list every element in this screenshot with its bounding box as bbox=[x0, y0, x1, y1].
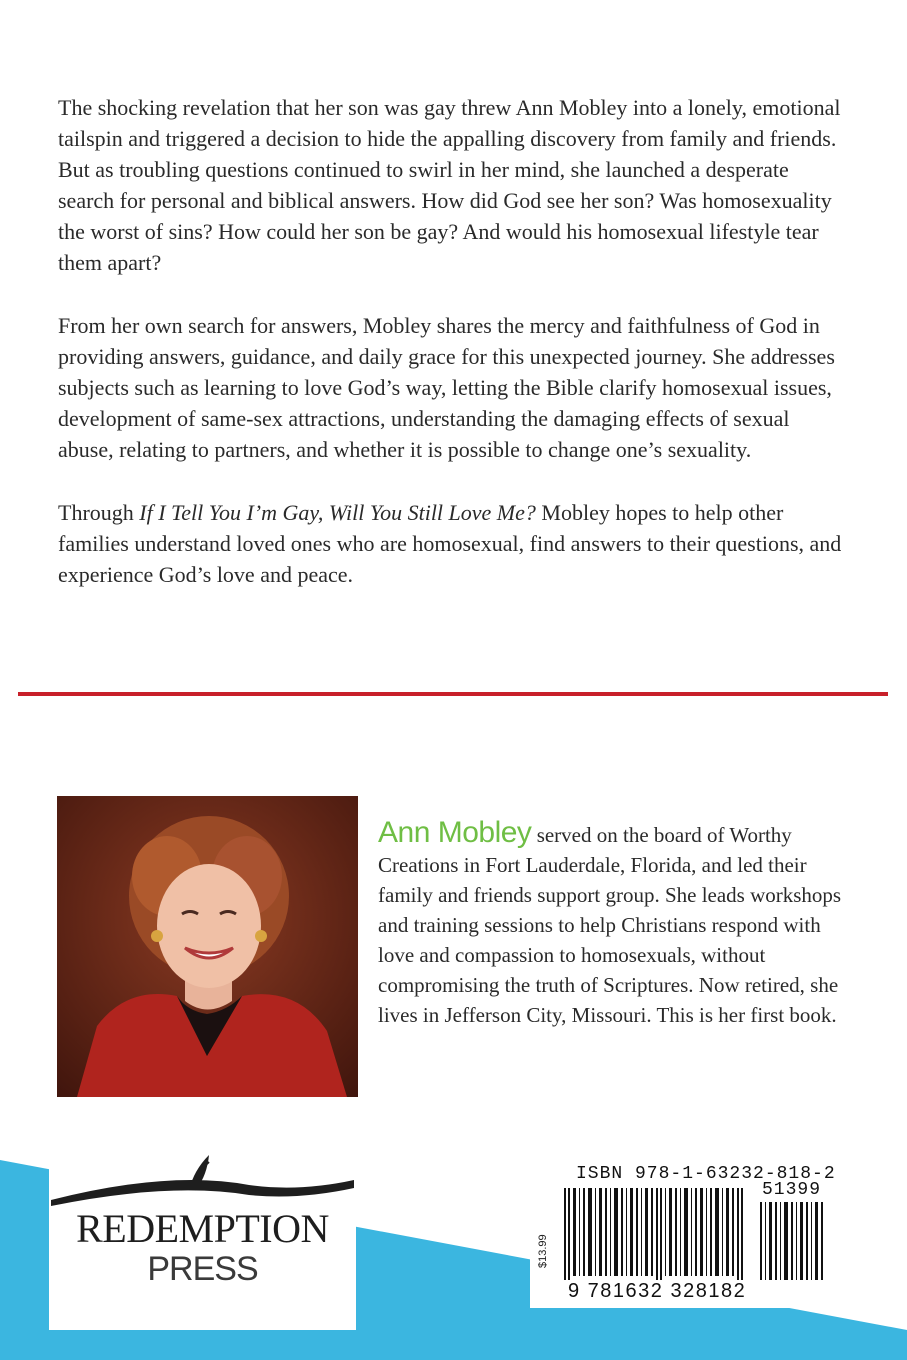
publisher-name: REDEMPTION bbox=[76, 1206, 329, 1251]
blurb-paragraph-2: From her own search for answers, Mobley shares the mercy and faithfulness of God in providing answers, guidance, and daily grace for this unexpected journey. She addresses subjects such as learning to love God’s way, letting the Bible clarify homosexual issues, development of same-sex attractions, understanding the damaging effects of sexual abuse, relating to partners, and whether it is possible to change one’s sexuality. bbox=[58, 313, 835, 462]
blurb-paragraph-3 bbox=[58, 497, 848, 590]
author-name: Ann Mobley bbox=[378, 816, 532, 849]
isbn-barcode bbox=[530, 1158, 840, 1308]
leaf-swoosh-icon bbox=[49, 1150, 356, 1210]
isbn-label: ISBN 978-1-63232-818-2 bbox=[576, 1164, 836, 1184]
back-cover-blurb bbox=[58, 92, 848, 622]
publisher-logo bbox=[49, 1150, 356, 1330]
author-bio bbox=[378, 818, 848, 1030]
barcode-bars bbox=[560, 1188, 830, 1288]
book-title: If I Tell You I’m Gay, Will You Still Love Me? bbox=[139, 500, 536, 525]
blurb-paragraph-1: The shocking revelation that her son was gay threw Ann Mobley into a lonely, emotional tailspin and triggered a decision to hide the appalling discovery from family and friends. But as troubling questions continued to swirl in her mind, she launched a desperate search for personal and biblical answers. How did God see her son? Was homosexuality the worst of sins? How could her son be gay? And would his homosexual lifestyle tear them apart? bbox=[58, 95, 841, 275]
blurb-p3-prefix: Through bbox=[58, 500, 140, 525]
blurb-p3-suffix: Mobley hopes to help other families understand loved ones who are homosexual, find answers to their questions, and experience God’s love and peace. bbox=[58, 500, 842, 587]
author-bio-text: served on the board of Worthy Creations in Fort Lauderdale, Florida, and led their family and friends support group. She leads workshops and training sessions to help Christians respond with love and compassion to homosexuals, without compromising the truth of Scriptures. Now retired, she lives in Jefferson City, Missouri. This is her first book. bbox=[378, 823, 842, 1027]
barcode-addon: 51399 bbox=[762, 1180, 822, 1200]
barcode-number: 9 781632 328182 bbox=[568, 1280, 747, 1302]
red-divider bbox=[18, 692, 888, 696]
publisher-sub: PRESS bbox=[147, 1250, 258, 1288]
price-label: $13.99 bbox=[537, 1234, 549, 1268]
author-photo bbox=[57, 796, 358, 1097]
